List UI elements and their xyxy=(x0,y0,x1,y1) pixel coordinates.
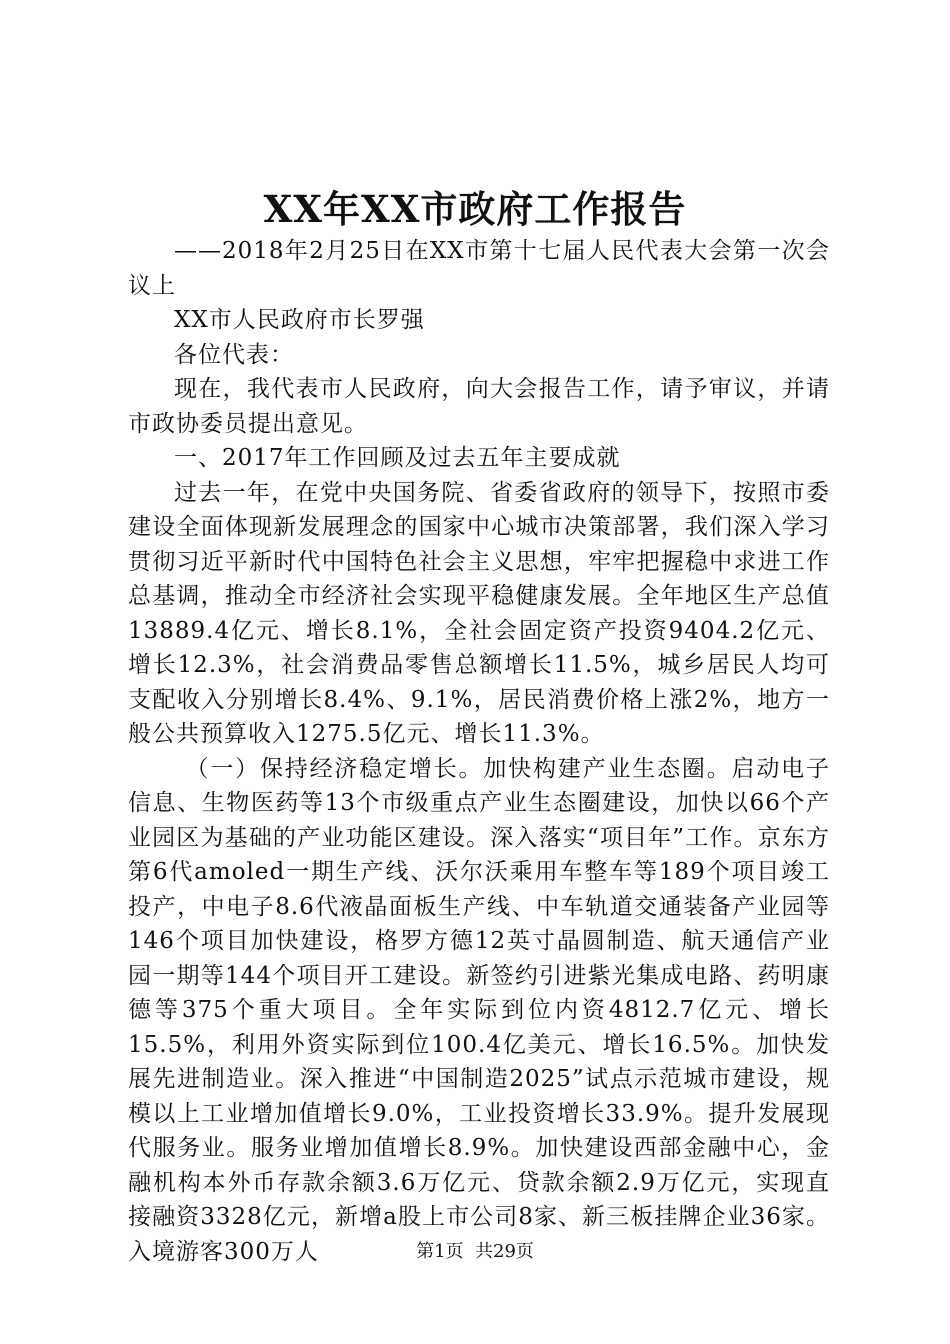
document-subtitle: ——2018年2月25日在XX市第十七届人民代表大会第一次会议上 xyxy=(128,238,830,299)
section-heading: 一、2017年工作回顾及过去五年主要成就 xyxy=(174,445,621,471)
document-title: XX年XX市政府工作报告 xyxy=(263,187,687,231)
speaker-line: XX市人民政府市长罗强 xyxy=(174,307,425,333)
document-body xyxy=(128,234,830,1269)
page-number: 第1页 共29页 xyxy=(416,1241,534,1262)
body-paragraph: （一）保持经济稳定增长。加快构建产业生态圈。启动电子信息、生物医药等13个市级重点产业生态圈建设，加快以66个产业园区为基础的产业功能区建设。深入落实“项目年”工作。京东方第6代amoled一期生产线、沃尔沃乘用车整车等189个项目竣工投产，中电子8.6代液晶面板生产线、中车轨道交通装备产业园等146个项目加快建设，格罗方德12英寸晶圆制造、航天通信产业园一期等144个项目开工建设。新签约引进紫光集成电路、药明康德等375个重大项目。全年实际到位内资4812.7亿元、增长15.5%，利用外资实际到位100.4亿美元、增长16.5%。加快发展先进制造业。深入推进“中国制造2025”试点示范城市建设，规模以上工业增加值增长9.0%，工业投资增长33.9%。提升发展现代服务业。服务业增加值增长8.9%。加快建设西部金融中心，金融机构本外币存款余额3.6万亿元、贷款余额2.9万亿元，实现直接融资3328亿元，新增a股上市公司8家、新三板挂牌企业36家。入境游客300万人 xyxy=(128,755,830,1265)
salutation: 各位代表： xyxy=(174,341,294,368)
body-paragraph: 现在，我代表市人民政府，向大会报告工作，请予审议，并请市政协委员提出意见。 xyxy=(128,376,830,437)
page-footer xyxy=(0,1240,950,1264)
body-paragraph: 过去一年，在党中央国务院、省委省政府的领导下，按照市委建设全面体现新发展理念的国家中心城市决策部署，我们深入学习贯彻习近平新时代中国特色社会主义思想，牢牢把握稳中求进工作总基调，推动全市经济社会实现平稳健康发展。全年地区生产总值13889.4亿元、增长8.1%，全社会固定资产投资9404.2亿元、增长12.3%，社会消费品零售总额增长11.5%，城乡居民人均可支配收入分别增长8.4%、9.1%，居民消费价格上涨2%，地方一般公共预算收入1275.5亿元、增长11.3%。 xyxy=(128,479,830,747)
